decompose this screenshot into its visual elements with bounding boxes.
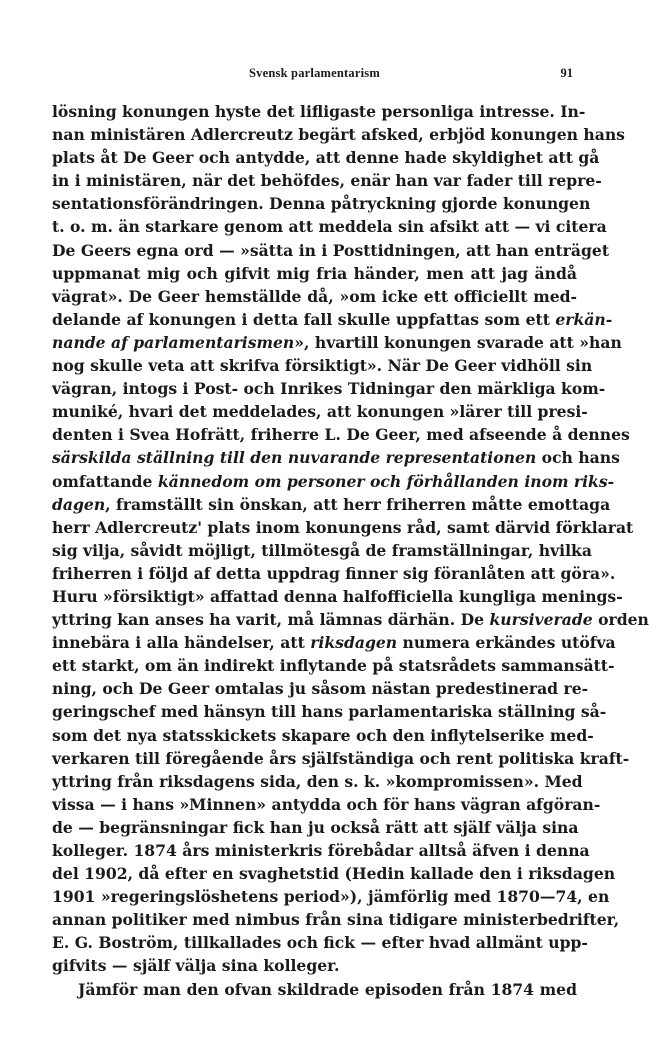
text-run: muniké, hvari det meddelades, att konungen »lärer till presi- bbox=[52, 402, 588, 422]
text-run: nog skulle veta att skrifva försiktigt». När De Geer vidhöll sin bbox=[52, 356, 593, 376]
text-line bbox=[52, 215, 607, 238]
text-run: geringschef med hänsyn till hans parlamentariska ställning så- bbox=[52, 702, 607, 722]
text-run: som det nya statsskickets skapare och den inflytelserike med- bbox=[52, 725, 594, 745]
text-run: annan politiker med nimbus från sina tidigare ministerbedrifter, bbox=[52, 910, 620, 930]
text-run: friherren i följd af detta uppdrag finner sig föranlåten att göra». bbox=[52, 563, 616, 583]
text-run: sentationsförändringen. Denna påtryckning gjorde konungen bbox=[52, 194, 591, 214]
text-line bbox=[52, 446, 620, 469]
book-page bbox=[52, 66, 649, 1001]
text-run: del 1902, då efter en svaghetstid (Hedin kallade den i riksdagen bbox=[52, 864, 616, 884]
text-line bbox=[52, 862, 616, 885]
text-run: nan ministären Adlercreutz begärt afsked, erbjöd konungen hans bbox=[52, 125, 625, 145]
italic-run: särskilda ställning till den nuvarande representationen bbox=[52, 448, 537, 468]
text-run: delande af konungen i detta fall skulle uppfattas som ett bbox=[52, 309, 556, 329]
text-run: yttring från riksdagens sida, den s. k. »kompromissen». Med bbox=[52, 771, 583, 791]
text-run: E. G. Boström, tillkallades och fick — efter hvad allmänt upp- bbox=[52, 933, 588, 953]
text-line bbox=[52, 354, 593, 377]
text-line bbox=[52, 770, 583, 793]
text-run: ett starkt, om än indirekt inflytande på statsrådets sammansätt- bbox=[52, 656, 615, 676]
text-run: yttring kan anses ha varit, må lämnas därhän. De bbox=[52, 610, 490, 630]
text-run: plats åt De Geer och antydde, att denne hade skyldighet att gå bbox=[52, 148, 600, 168]
text-line bbox=[52, 585, 623, 608]
text-line bbox=[52, 262, 577, 285]
text-run: och hans bbox=[536, 448, 620, 468]
italic-run: kännedom om personer och förhållanden inom riks- bbox=[157, 471, 615, 491]
text-line bbox=[52, 631, 616, 654]
text-run: numera erkändes utöfva bbox=[397, 633, 616, 653]
italic-run: kursiverade bbox=[489, 610, 593, 630]
text-line bbox=[52, 608, 649, 631]
text-line bbox=[52, 100, 586, 123]
text-line bbox=[52, 677, 589, 700]
text-run: kolleger. 1874 års ministerkris förebådar alltså äfven i denna bbox=[52, 841, 590, 860]
running-head bbox=[52, 66, 577, 88]
text-run: Jämför man den ofvan skildrade episoden från 1874 med bbox=[78, 979, 577, 999]
text-line bbox=[52, 308, 613, 331]
text-line bbox=[52, 839, 590, 862]
text-run: , framställt sin önskan, att herr friherren måtte emottaga bbox=[105, 494, 611, 514]
text-line bbox=[52, 146, 600, 169]
text-line bbox=[52, 516, 634, 539]
text-line bbox=[52, 123, 625, 146]
text-line bbox=[52, 931, 588, 954]
running-title: Svensk parlamentarism bbox=[249, 66, 380, 80]
text-run: denten i Svea Hofrätt, friherre L. De Geer, med afseende å dennes bbox=[52, 425, 630, 445]
text-line bbox=[52, 239, 610, 262]
text-run: lösning konungen hyste det lifligaste personliga intresse. In- bbox=[52, 102, 586, 121]
text-line bbox=[52, 885, 610, 908]
text-run: De Geers egna ord — »sätta in i Posttidningen, att han enträget bbox=[52, 240, 610, 260]
text-run: », hvartill konungen svarade att »han bbox=[294, 332, 622, 352]
text-line bbox=[52, 377, 606, 400]
italic-run: erkän- bbox=[555, 309, 613, 329]
page-number: 91 bbox=[560, 66, 573, 80]
text-run: vägran, intogs i Post- och Inrikes Tidningar den märkliga kom- bbox=[52, 379, 606, 399]
italic-run: dagen bbox=[52, 494, 106, 514]
text-line bbox=[52, 539, 592, 562]
text-line bbox=[52, 331, 622, 354]
text-run: vissa — i hans »Minnen» antydda och för hans vägran afgöran- bbox=[52, 794, 601, 814]
text-line bbox=[52, 285, 577, 308]
text-run: uppmanat mig och gifvit mig fria händer, men att jag ändå bbox=[52, 263, 577, 283]
text-run: t. o. m. än starkare genom att meddela sin afsikt att — vi citera bbox=[52, 217, 607, 237]
text-line bbox=[52, 724, 594, 747]
text-line bbox=[52, 470, 615, 493]
text-line bbox=[52, 654, 615, 677]
text-run: omfattande bbox=[52, 471, 158, 491]
text-line bbox=[52, 192, 591, 215]
text-run: de — begränsningar fick han ju också rätt att själf välja sina bbox=[52, 817, 579, 837]
text-line bbox=[52, 400, 588, 423]
text-line bbox=[52, 700, 607, 723]
text-line bbox=[52, 908, 620, 931]
text-line bbox=[52, 954, 577, 977]
text-run: innebära i alla händelser, att bbox=[52, 633, 311, 653]
text-line bbox=[52, 169, 602, 192]
text-run: verkaren till föregående års själfständiga och rent politiska kraft- bbox=[52, 748, 630, 768]
text-run: in i ministären, när det behöfdes, enär han var fader till repre- bbox=[52, 171, 602, 191]
text-run: 1901 »regeringslöshetens period»), jämförlig med 1870—74, en bbox=[52, 887, 610, 907]
text-line bbox=[52, 423, 630, 446]
text-line bbox=[52, 562, 616, 585]
text-run: Huru »försiktigt» affattad denna halfofficiella kungliga menings- bbox=[52, 586, 623, 606]
text-run: gifvits — själf välja sina kolleger. bbox=[52, 956, 340, 976]
text-line bbox=[52, 978, 577, 1001]
text-run: sig vilja, såvidt möjligt, tillmötesgå de framställningar, hvilka bbox=[52, 540, 592, 560]
text-line bbox=[52, 493, 611, 516]
text-run: orden bbox=[592, 610, 649, 630]
italic-run: riksdagen bbox=[310, 633, 398, 653]
text-run: vägrat». De Geer hemställde då, »om icke ett officiellt med- bbox=[52, 286, 577, 306]
text-line bbox=[52, 747, 630, 770]
italic-run: nande af parlamentarismen bbox=[52, 332, 295, 352]
text-run: herr Adlercreutz' plats inom konungens råd, samt därvid förklarat bbox=[52, 517, 634, 537]
text-line bbox=[52, 816, 577, 839]
text-line bbox=[52, 793, 601, 816]
text-run: ning, och De Geer omtalas ju såsom nästan predestinerad re- bbox=[52, 679, 589, 699]
body-text bbox=[52, 100, 649, 1001]
